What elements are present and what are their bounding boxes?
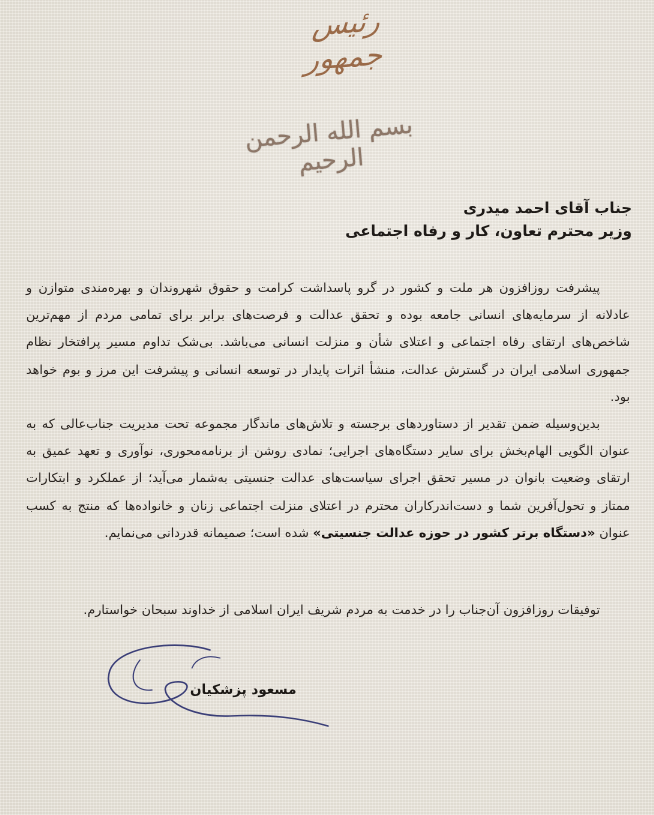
closing-line: توفیقات روزافزون آن‌جناب را در خدمت به مردم شریف ایران اسلامی از خداوند سبحان خواستارم. — [83, 602, 600, 617]
emblem-text: رئیس جمهور — [304, 3, 384, 77]
basmala-text: بسم الله الرحمن الرحیم — [243, 110, 414, 177]
body-paragraph-1: پیشرفت روزافزون هر ملت و کشور در گرو پاسداشت کرامت و حقوق شهروندان و بهره‌مندی متوازن و عادلانه از سرمایه‌های انسانی جامعه بوده و تحقق عدالت و فرصت‌های برابر برای تمامی مردم از مهم‌ترین شاخص‌های ارتقای رفاه اجتماعی و اعتلای شأن و منزلت انسانی می‌باشد. بی‌شک تداوم مسیر پرافتخار نظام جمهوری اسلامی ایران در گسترش عدالت، منشأ اثرات پایدار در توسعه انسانی و پیشرفت این مرز و بوم خواهد بود. — [26, 280, 630, 404]
paragraph-2-text: بدین‌وسیله ضمن تقدیر از دستاوردهای برجسته و تلاش‌های ماندگار مجموعه تحت مدیریت جناب‌عالی که به عنوان الگویی الهام‌بخش برای سایر دستگاه‌های اجرایی؛ نمادی روشن از برنامه‌محوری، نوآوری و تعهد عمیق به ارتقای وضعیت بانوان در مسیر تحقق اجرای سیاست‌های عدالت جنسیتی به‌شمار می‌آید؛ از عملکرد و ابتکارات ممتاز و تحول‌آفرین شما و دست‌اندرکاران محترم در اعتلای منزلت اجتماعی زنان و خانواده‌ها که منتج به کسب عنوان — [26, 416, 630, 540]
signer-name: مسعود پزشکیان — [190, 682, 297, 698]
body-paragraph-2 — [26, 410, 630, 546]
addressee-title: وزیر محترم تعاون، کار و رفاه اجتماعی — [345, 222, 632, 240]
letter-body — [26, 274, 630, 546]
award-title: «دستگاه برتر کشور در حوزه عدالت جنسیتی» — [312, 524, 596, 540]
signature-area — [80, 630, 360, 740]
addressee-block — [292, 197, 632, 243]
addressee-name: جناب آقای احمد میدری — [463, 199, 632, 217]
basmala-calligraphy — [225, 110, 435, 178]
presidential-emblem — [270, 3, 420, 77]
paragraph-2-ending: شده است؛ صمیمانه قدردانی می‌نمایم. — [104, 524, 309, 540]
